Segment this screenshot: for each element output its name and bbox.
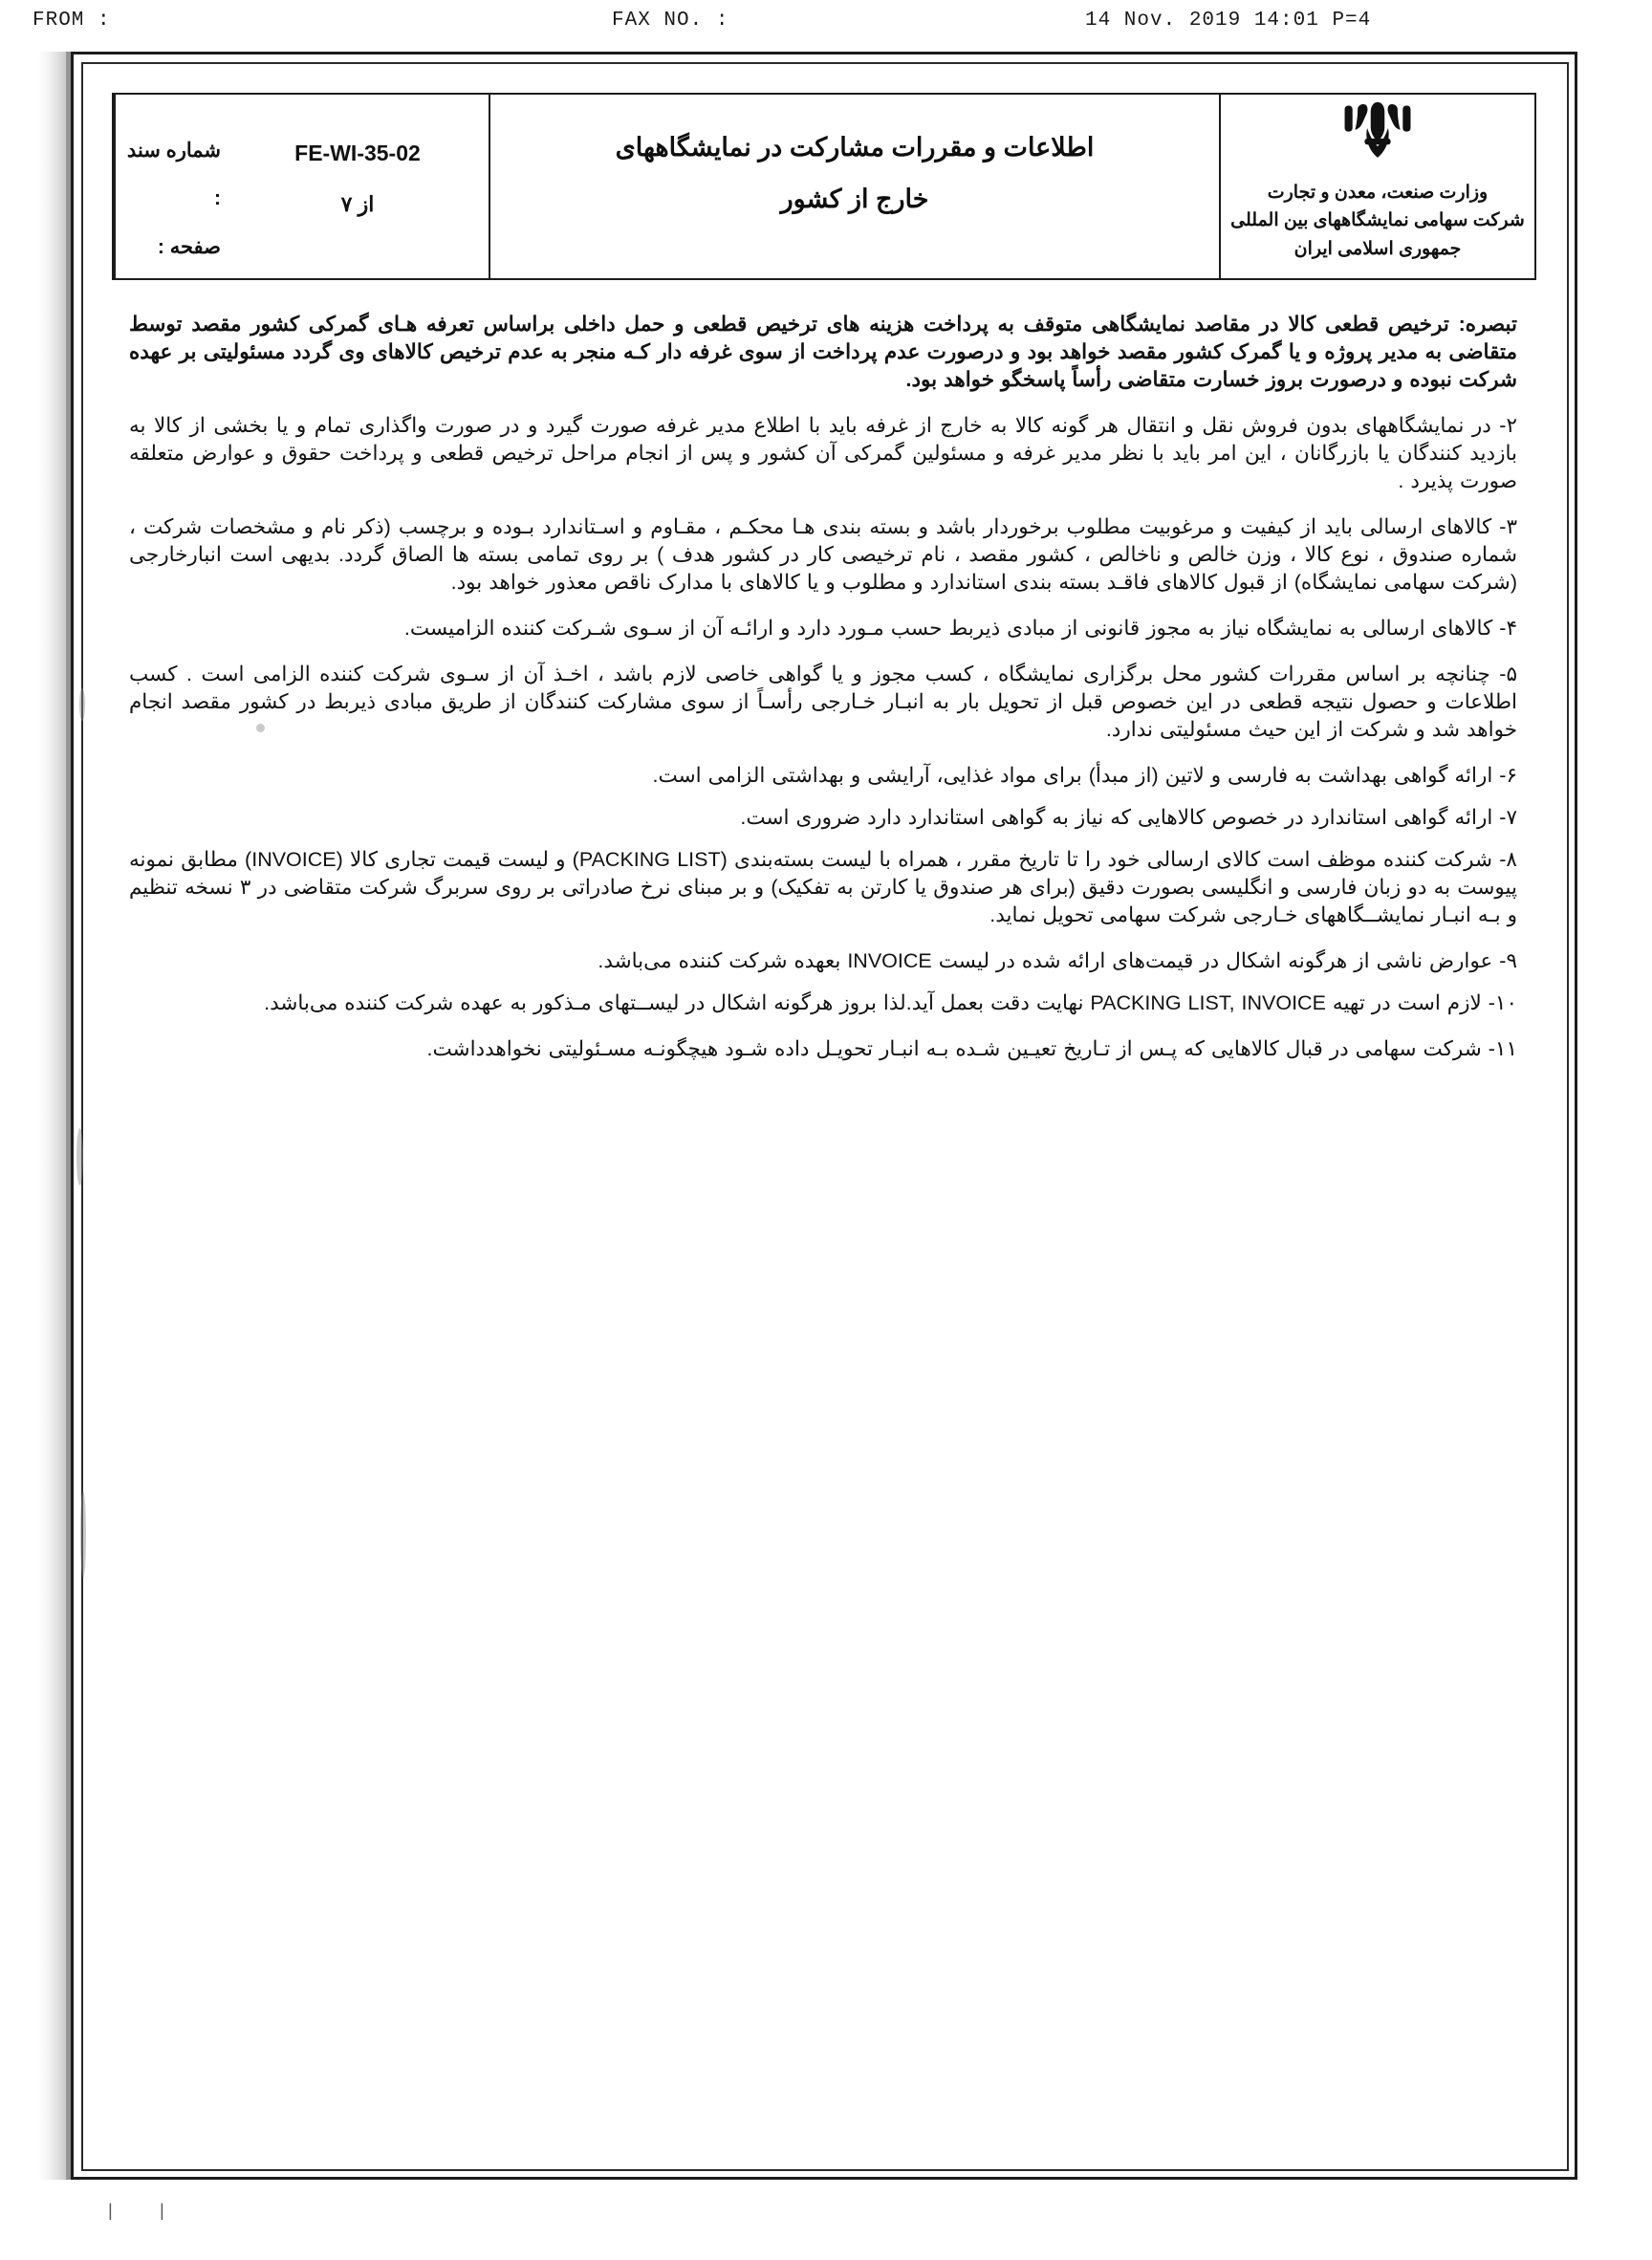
- paragraph-item-9: ۹- عوارض ناشی از هرگونه اشکال در قیمت‌های ارائه شده در لیست INVOICE بعهده شرکت کننده می‌باشد.: [598, 949, 1517, 973]
- scan-speck: [79, 688, 85, 721]
- scan-edge-shadow: [38, 52, 71, 2180]
- page-number-label: صفحه :: [157, 235, 221, 258]
- paragraph-item-8: ۸- شرکت کننده موظف است کالای ارسالی خود را تا تاریخ مقرر ، همراه با لیست بسته‌بندی (PACKING LIST) و لیست قیمت تجاری کالا (INVOICE) مطابق نمونه پیوست به دو زبان فارسی و انگلیسی بصورت دقیق (برای هر صندوق یا کارتن به تفکیک) و بر مبنای نرخ صادراتی بر روی سربرگ شرکت متقاضی در ۳ نسخه تنظیم و بـه انبـار نمایشــگاههای خـارجی شرکت سهامی تحویل نماید.: [129, 848, 1518, 927]
- document-number-value: FE-WI-35-02: [294, 141, 421, 165]
- document-title-cell: [489, 95, 1219, 278]
- page-number-value: ۷ از: [340, 192, 375, 217]
- org-line-2: شرکت سهامی نمایشگاههای بین المللی: [1230, 210, 1525, 231]
- paragraph-item-4: ۴- کالاهای ارسالی به نمایشگاه نیاز به مجوز قانونی از مبادی ذیربط حسب مـورد دارد و ارائـه آن از سـوی شـرکت کننده الزامیست.: [403, 617, 1517, 641]
- scan-speck: [256, 724, 265, 732]
- paragraph-item-7: ۷- ارائه گواهی استاندارد در خصوص کالاهایی که نیاز به گواهی استاندارد دارد ضروری است.: [740, 806, 1517, 830]
- fax-header-strip: [0, 8, 1652, 40]
- fax-timestamp: 14 Nov. 2019 14:01 P=4: [1085, 10, 1372, 32]
- fax-from-label: FROM :: [33, 10, 111, 32]
- paragraph-note-1: تبصره: ترخیص قطعی کالا در مقاصد نمایشگاهی متوقف به پرداخت هزینه های ترخیص قطعی و حمل داخلی براساس تعرفه هـای گمرکی کشور مقصد توسط متقاضی به مدیر پروژه و یا گمرک کشور مقصد خواهد بود و درصورت عدم پرداخت از سوی غرفه دار کـه منجر به عدم ترخیص کالاهای وی گردد مسئولیتی بر عهده شرکت نبوده و درصورت بروز خسارت متقاضی رأساً پاسخگو خواهد بود.: [129, 313, 1517, 392]
- document-meta-labels: [114, 95, 227, 278]
- paragraph-item-11: ۱۱- شرکت سهامی در قبال کالاهایی که پـس از تـاریخ تعیـین شـده بـه انبـار تحویـل داده شـود هیچگونـه مسـئولیتی نخواهدداشت.: [426, 1037, 1517, 1061]
- document-body: [129, 311, 1517, 2127]
- paragraph-item-2: ۲- در نمایشگاههای بدون فروش نقل و انتقال هر گونه کالا به خارج از غرفه باید با اطلاع مدیر غرفه صورت گیرد و در صورت واگذاری تمام و یا بخشی از کالا به بازدید کنندگان یا بازرگانان ، این امر باید با نظر مدیر غرفه و مسئولین گمرکی آن کشور و پس از انجام مراحل ترخیص قطعی و پرداخت حقوق و عوارض متعلقه صورت پذیرد .: [129, 414, 1517, 493]
- document-title-line-2: خارج از کشور: [780, 185, 929, 213]
- fax-number-label: FAX NO. :: [612, 10, 729, 32]
- org-line-3: جمهوری اسلامی ایران: [1293, 238, 1462, 259]
- organization-names: [1230, 179, 1525, 263]
- document-meta-values: [227, 95, 489, 278]
- document-title-line-1: اطلاعات و مقررات مشارکت در نمایشگاههای: [615, 133, 1095, 162]
- iran-national-emblem-icon: [1334, 100, 1422, 175]
- paragraph-item-3: ۳- کالاهای ارسالی باید از کیفیت و مرغوبیت مطلوب برخوردار باشد و بسته بندی هـا محکـم ، مقـاوم و اسـتاندارد بـوده و برچسب (ذکر نام و مشخصات شرکت ، شماره صندوق ، نوع کالا ، وزن خالص و ناخالص ، کشور مقصد ، نام ترخیصی کار در کشور هدف ) بر روی تمامی بسته ها الصاق گردد. بدیهی است انبارخارجی (شرکت سهامی نمایشگاه) از قبول کالاهای فاقـد بسته بندی استاندارد و مطلوب و یا کالاهای با مدارک ناقص معذور خواهد بود.: [129, 515, 1517, 595]
- document-header-table: [112, 93, 1536, 280]
- scan-speck: [80, 1491, 86, 1577]
- page-inner-border: [81, 62, 1569, 2171]
- document-page: [71, 52, 1577, 2180]
- paragraph-item-10: ۱۰- لازم است در تهیه PACKING LIST, INVOICE نهایت دقت بعمل آید.لذا بروز هرگونه اشکال در لیســتهای مـذکور به عهده شرکت کننده می‌باشد.: [264, 991, 1517, 1015]
- organization-block: [1219, 95, 1534, 278]
- document-number-label: شماره سند :: [126, 140, 221, 210]
- paragraph-item-6: ۶- ارائه گواهی بهداشت به فارسی و لاتین (از مبدأ) برای مواد غذایی، آرایشی و بهداشتی الزامی است.: [652, 764, 1517, 788]
- scan-speck: [76, 1128, 83, 1185]
- org-line-1: وزارت صنعت، معدن و تجارت: [1267, 183, 1489, 203]
- paragraph-item-5: ۵- چنانچه بر اساس مقررات کشور محل برگزاری نمایشگاه ، کسب مجوز و یا گواهی خاصی لازم باشد ، اخـذ آن از سـوی شرکت کننده الزامی است . کسب اطلاعات و حصول نتیجه قطعی در این خصوص قبل از تحویل بار به انبـار خـارجی رأسـاً از سوی مشارکت کنندگان از طریق مبادی ذیربط در کشور مقصد انجام خواهد شد و شرکت از این حیث مسئولیتی ندارد.: [129, 663, 1517, 742]
- document-meta-cell: [114, 95, 489, 278]
- page-bottom-artifacts: | |: [105, 2203, 167, 2222]
